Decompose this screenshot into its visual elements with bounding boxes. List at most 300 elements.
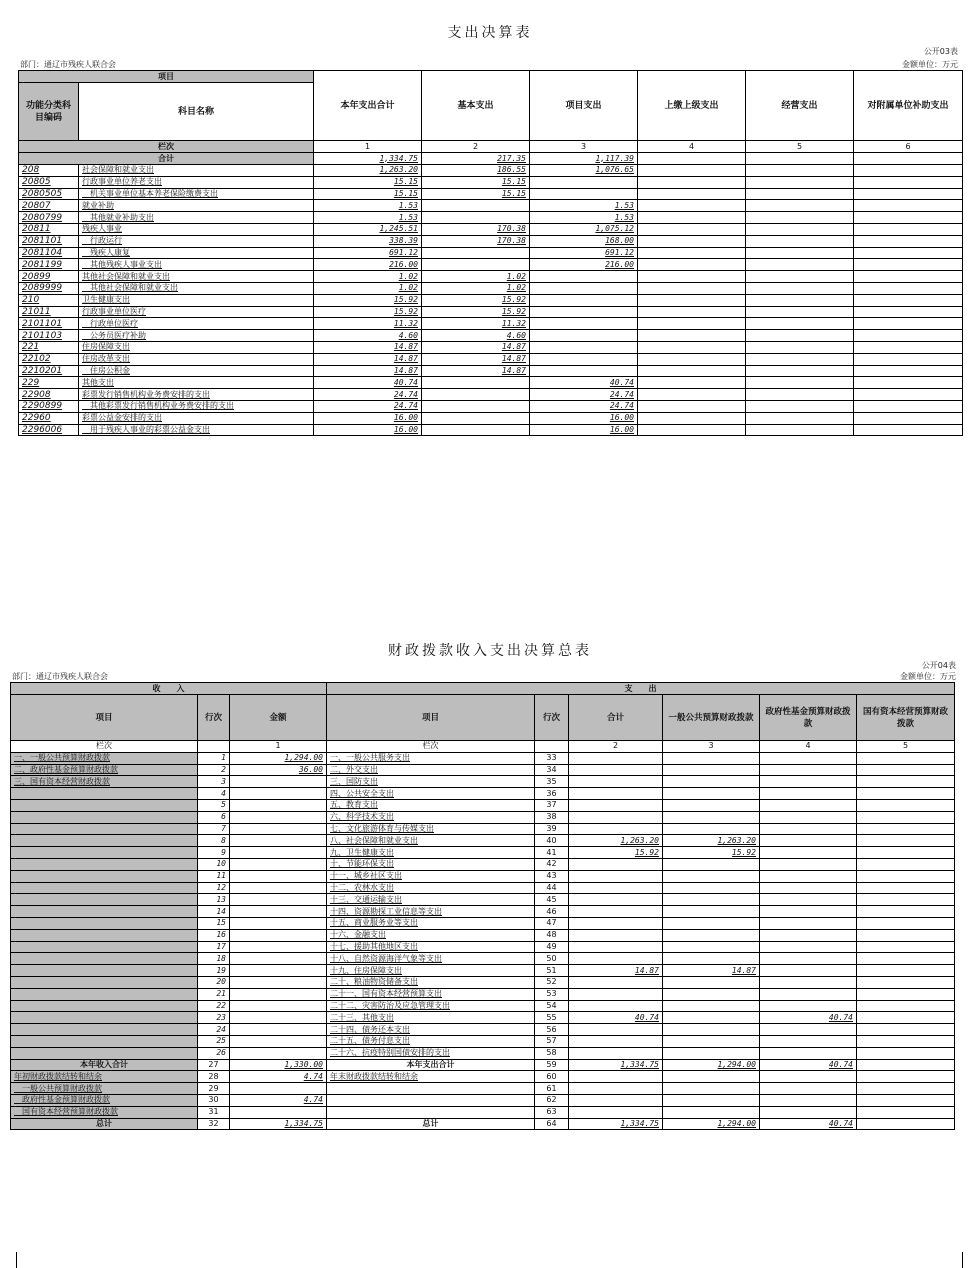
amount-cell [746,235,854,247]
amount-cell [854,400,963,412]
income-item [11,811,198,823]
income-amount [230,823,327,835]
amount-cell [638,235,746,247]
year-expense-total-amount: 1,334.75 [569,1059,663,1071]
subject-name: 用于残疾人事业的彩票公益金支出 [79,424,314,436]
amount-cell [638,294,746,306]
income-line-no: 32 [198,1118,230,1130]
income-amount [230,988,327,1000]
amount-cell [530,353,638,365]
amount-cell [638,330,746,342]
income-item [11,870,198,882]
income-line-no: 25 [198,1035,230,1047]
income-amount [230,1083,327,1095]
page-corner-mark [962,1252,963,1268]
expense-amount [857,988,955,1000]
amount-cell [422,412,530,424]
income-amount [230,811,327,823]
expense-amount [569,1000,663,1012]
income-item [11,906,198,918]
expense-item: 二十、粮油物资储备支出 [327,976,535,988]
expense-item: 六、科学技术支出 [327,811,535,823]
expense-grand-total-label: 总计 [327,1118,535,1130]
expense-item: 二十三、其他支出 [327,1012,535,1024]
income-amount [230,929,327,941]
expense-item: 年末财政拨款结转和结余 [327,1071,535,1083]
amount-cell: 15.15 [422,188,530,200]
col-header-4: 上缴上级支出 [638,71,746,141]
expense-line-no: 53 [535,988,569,1000]
expense-amount [857,894,955,906]
table-row [11,811,955,823]
expense-amount [760,929,857,941]
expense-amount [857,752,955,764]
expense-amount [857,1071,955,1083]
subject-code: 21011 [19,306,79,318]
table-row [19,223,963,235]
income-item: 一般公共预算财政拨款 [11,1083,198,1095]
amount-cell [422,200,530,212]
expense-amount [663,823,760,835]
expense-grand-total-amount: 1,294.00 [663,1118,760,1130]
income-item [11,858,198,870]
year-income-total-amount: 1,330.00 [230,1059,327,1071]
in-col-amount: 金额 [230,695,327,741]
expense-amount [569,929,663,941]
rank-number: 2 [422,141,530,153]
expense-item: 四、公共安全支出 [327,788,535,800]
amount-cell: 1.02 [314,282,422,294]
income-amount [230,776,327,788]
income-line-no: 1 [198,752,230,764]
amount-cell [530,294,638,306]
table-row [11,906,955,918]
expense-line-no: 58 [535,1047,569,1059]
income-item [11,988,198,1000]
subject-name: 社会保障和就业支出 [79,165,314,177]
expense-line-no: 64 [535,1118,569,1130]
rank-label: 栏次 [327,741,535,753]
expense-line-no: 54 [535,1000,569,1012]
table-row [19,165,963,177]
amount-cell [422,212,530,224]
income-item [11,976,198,988]
income-item [11,965,198,977]
expense-amount [569,906,663,918]
table2-title: 财政拨款收入支出决算总表 [388,643,592,659]
amount-cell [854,377,963,389]
amount-cell: 1,076.65 [530,165,638,177]
amount-cell: 15.92 [422,306,530,318]
subject-name: 住房公积金 [79,365,314,377]
expense-line-no: 52 [535,976,569,988]
amount-cell [854,341,963,353]
expense-amount [857,906,955,918]
amount-cell [530,176,638,188]
amount-cell: 15.92 [422,294,530,306]
amount-cell [638,377,746,389]
expense-item: 十七、援助其他地区支出 [327,941,535,953]
table-row [11,988,955,1000]
expense-amount [569,882,663,894]
table-row [11,823,955,835]
expense-amount [569,1035,663,1047]
amount-cell [746,412,854,424]
income-item [11,953,198,965]
rank-row [11,741,955,753]
ex-col-item: 项目 [327,695,535,741]
income-item: 三、国有资本经营财政拨款 [11,776,198,788]
expense-amount [760,752,857,764]
expense-amount [663,906,760,918]
expense-amount [569,811,663,823]
amount-cell: 338.39 [314,235,422,247]
income-line-no: 23 [198,1012,230,1024]
amount-cell [422,389,530,401]
subject-name: 其他就业补助支出 [79,212,314,224]
subject-code: 2081104 [19,247,79,259]
expense-amount [569,894,663,906]
rank-number: 1 [314,141,422,153]
amount-cell: 1.02 [422,271,530,283]
income-amount [230,799,327,811]
amount-cell: 11.32 [314,318,422,330]
income-amount [230,870,327,882]
amount-cell: 16.00 [530,412,638,424]
amount-cell [422,259,530,271]
amount-cell: 216.00 [530,259,638,271]
rank-number: 1 [230,741,327,753]
total-value: 217.35 [422,153,530,165]
expense-amount [760,858,857,870]
subject-name: 其他社会保障和就业支出 [79,271,314,283]
income-line-no: 7 [198,823,230,835]
table-row [11,894,955,906]
table-row [11,976,955,988]
rank-blank [535,741,569,753]
amount-cell: 16.00 [314,424,422,436]
subject-name: 残疾人康复 [79,247,314,259]
amount-cell: 16.00 [530,424,638,436]
income-line-no: 5 [198,799,230,811]
amount-cell [746,188,854,200]
amount-cell: 40.74 [314,377,422,389]
income-line-no: 6 [198,811,230,823]
amount-cell [638,259,746,271]
expense-item: 十五、商业服务业等支出 [327,917,535,929]
amount-cell [638,424,746,436]
amount-cell [746,259,854,271]
expense-amount [760,1024,857,1036]
expense-line-no: 56 [535,1024,569,1036]
income-item [11,917,198,929]
amount-cell [854,389,963,401]
expense-amount [663,988,760,1000]
expense-amount [569,988,663,1000]
amount-cell [638,176,746,188]
amount-cell [746,353,854,365]
expense-amount [663,1083,760,1095]
subject-code: 2296006 [19,424,79,436]
income-item [11,1035,198,1047]
name-header: 科目名称 [79,83,314,141]
table-row [11,953,955,965]
expense-item: 十九、住房保障支出 [327,965,535,977]
income-amount: 4.74 [230,1094,327,1106]
subject-name: 残疾人事业 [79,223,314,235]
expense-amount [857,858,955,870]
expense-item: 十八、自然资源海洋气象等支出 [327,953,535,965]
subject-name: 行政事业单位医疗 [79,306,314,318]
amount-cell [638,365,746,377]
expense-line-no: 33 [535,752,569,764]
income-amount [230,965,327,977]
expense-amount [663,1000,760,1012]
subject-code: 20899 [19,271,79,283]
amount-cell [854,424,963,436]
subject-name: 其他彩票发行销售机构业务费安排的支出 [79,400,314,412]
expense-amount [663,1035,760,1047]
table-row [11,929,955,941]
expense-amount [663,929,760,941]
table-row [11,965,955,977]
income-amount: 4.74 [230,1071,327,1083]
expense-amount [857,776,955,788]
amount-cell [746,306,854,318]
table-row [19,341,963,353]
income-amount [230,953,327,965]
subject-name: 其他社会保障和就业支出 [79,282,314,294]
expense-line-no: 36 [535,788,569,800]
amount-cell: 15.15 [314,176,422,188]
expense-amount [663,976,760,988]
amount-cell: 1,245.51 [314,223,422,235]
expense-amount [760,799,857,811]
expense-amount [760,965,857,977]
expense-line-no: 63 [535,1106,569,1118]
expense-amount [569,917,663,929]
amount-cell [638,341,746,353]
rank-row [19,141,963,153]
amount-cell [746,389,854,401]
amount-cell [746,294,854,306]
table-row [19,271,963,283]
amount-cell [746,282,854,294]
expense-amount [663,776,760,788]
income-line-no: 8 [198,835,230,847]
expenditure-table [18,70,963,436]
grand-total-row [11,1118,955,1130]
rank-number: 5 [857,741,955,753]
amount-cell: 15.15 [314,188,422,200]
expense-item [327,1083,535,1095]
total-value [638,153,746,165]
expense-amount: 40.74 [569,1012,663,1024]
amount-cell [854,318,963,330]
expense-line-no: 61 [535,1083,569,1095]
amount-cell: 11.32 [422,318,530,330]
expense-amount [663,1024,760,1036]
subject-name: 住房改革支出 [79,353,314,365]
subject-code: 2089999 [19,282,79,294]
income-line-no: 24 [198,1024,230,1036]
table-row [19,200,963,212]
expense-item [327,1106,535,1118]
income-amount [230,976,327,988]
expense-amount [857,1106,955,1118]
total-value [746,153,854,165]
table-row [19,330,963,342]
expense-amount [760,906,857,918]
expense-item: 二十一、国有资本经营预算支出 [327,988,535,1000]
income-line-no: 26 [198,1047,230,1059]
subject-code: 2080799 [19,212,79,224]
expense-amount [760,1047,857,1059]
amount-cell: 170.38 [422,235,530,247]
table-row [11,788,955,800]
income-line-no: 21 [198,988,230,1000]
amount-cell [530,188,638,200]
income-item: 年初财政拨款结转和结余 [11,1071,198,1083]
amount-cell: 14.87 [422,341,530,353]
amount-cell [854,282,963,294]
table-row [19,377,963,389]
table-row [11,764,955,776]
income-line-no: 13 [198,894,230,906]
subject-name: 公务员医疗补助 [79,330,314,342]
income-line-no: 22 [198,1000,230,1012]
expense-amount [760,835,857,847]
subject-code: 2290899 [19,400,79,412]
expense-amount [857,929,955,941]
amount-cell [854,200,963,212]
expense-line-no: 40 [535,835,569,847]
expense-grand-total-amount: 40.74 [760,1118,857,1130]
expense-amount [857,823,955,835]
amount-cell: 14.87 [314,365,422,377]
code-header: 功能分类科目编码 [19,83,79,141]
amount-cell: 1,075.12 [530,223,638,235]
amount-cell: 1.53 [314,212,422,224]
income-amount [230,917,327,929]
total-value: 1,117.39 [530,153,638,165]
income-item [11,823,198,835]
expense-amount: 1,263.20 [569,835,663,847]
income-line-no: 3 [198,776,230,788]
total-label: 合计 [19,153,314,165]
amount-cell [854,223,963,235]
carryover-row [11,1071,955,1083]
income-line-no: 19 [198,965,230,977]
income-amount [230,941,327,953]
income-amount [230,894,327,906]
amount-cell [638,165,746,177]
amount-cell: 14.87 [422,353,530,365]
table-row [11,847,955,859]
expense-amount [857,1012,955,1024]
expense-amount: 14.87 [569,965,663,977]
income-amount [230,1106,327,1118]
subject-code: 22908 [19,389,79,401]
expense-amount: 1,263.20 [663,835,760,847]
expense-amount [663,764,760,776]
amount-cell [638,212,746,224]
expense-item: 二、外交支出 [327,764,535,776]
table-row [19,176,963,188]
amount-cell: 24.74 [530,389,638,401]
amount-cell: 24.74 [314,389,422,401]
subject-name: 就业补助 [79,200,314,212]
carryover-row [11,1083,955,1095]
table-row [19,212,963,224]
amount-cell [638,353,746,365]
expense-amount [857,917,955,929]
expense-item: 五、教育支出 [327,799,535,811]
expense-amount [760,882,857,894]
year-expense-total-amount: 1,294.00 [663,1059,760,1071]
expense-amount [857,1047,955,1059]
subject-code: 20807 [19,200,79,212]
amount-cell [746,341,854,353]
expense-line-no: 43 [535,870,569,882]
income-item: 一、一般公共预算财政拨款 [11,752,198,764]
table-row [19,188,963,200]
amount-cell [746,165,854,177]
table-row [19,424,963,436]
amount-cell [854,212,963,224]
expense-header: 支 出 [327,683,955,695]
expense-line-no: 38 [535,811,569,823]
amount-cell [854,330,963,342]
amount-cell: 40.74 [530,377,638,389]
income-line-no: 29 [198,1083,230,1095]
table-row [19,389,963,401]
expense-amount [760,1035,857,1047]
subject-code: 2101103 [19,330,79,342]
amount-cell [530,306,638,318]
rank-number: 6 [854,141,963,153]
expense-amount [857,870,955,882]
income-amount [230,1047,327,1059]
amount-cell [638,389,746,401]
expense-amount [857,882,955,894]
year-expense-total-amount: 40.74 [760,1059,857,1071]
income-item [11,929,198,941]
income-amount [230,835,327,847]
in-col-no: 行次 [198,695,230,741]
in-col-item: 项目 [11,695,198,741]
amount-cell [530,330,638,342]
year-total-row [11,1059,955,1071]
subject-code: 20805 [19,176,79,188]
table-row [19,247,963,259]
income-amount [230,1024,327,1036]
table-row [11,799,955,811]
expense-line-no: 57 [535,1035,569,1047]
subject-name: 机关事业单位基本养老保险缴费支出 [79,188,314,200]
income-line-no: 28 [198,1071,230,1083]
amount-cell [746,400,854,412]
expense-line-no: 51 [535,965,569,977]
amount-cell: 4.60 [314,330,422,342]
subject-code: 2080505 [19,188,79,200]
income-amount [230,1012,327,1024]
amount-cell [854,165,963,177]
total-value [854,153,963,165]
ex-col-general: 一般公共预算财政拨款 [663,695,760,741]
expense-grand-total-amount [857,1118,955,1130]
table-row [19,353,963,365]
